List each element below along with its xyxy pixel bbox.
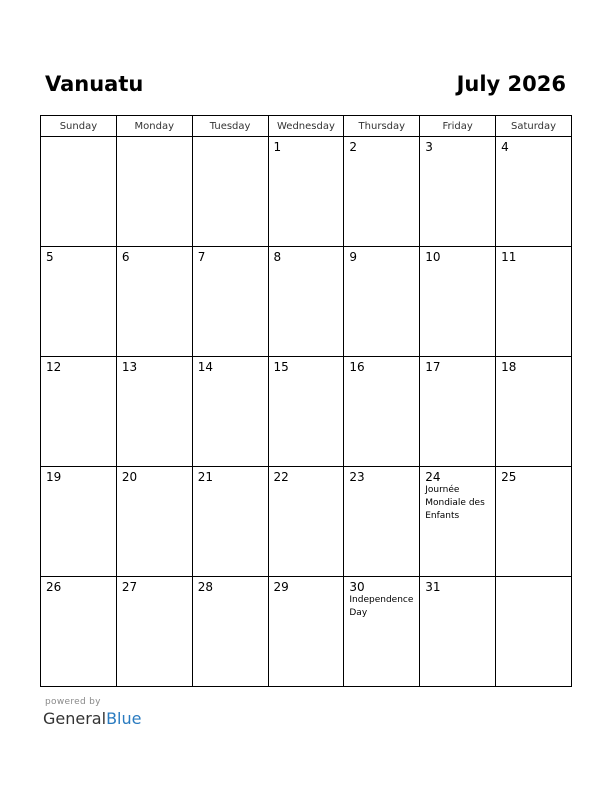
- day-number: 16: [349, 360, 365, 374]
- calendar-day-cell: [344, 467, 420, 577]
- calendar-day-cell: [420, 467, 496, 577]
- weekday-friday: Friday: [420, 116, 496, 137]
- calendar-day-cell: [496, 247, 572, 357]
- generalblue-logo: [43, 709, 141, 729]
- day-number: 25: [501, 470, 517, 484]
- weekday-tuesday: Tuesday: [192, 116, 268, 137]
- weekday-wednesday: Wednesday: [268, 116, 344, 137]
- calendar-day-cell: [116, 247, 192, 357]
- calendar-week-row: [41, 357, 572, 467]
- calendar-day-cell: [496, 357, 572, 467]
- day-number: 12: [46, 360, 62, 374]
- calendar-week-row: [41, 577, 572, 687]
- calendar-day-cell: [116, 357, 192, 467]
- holiday-event: Journée Mondiale des Enfants: [425, 485, 485, 521]
- day-number: 2: [349, 140, 358, 154]
- day-number: 11: [501, 250, 517, 264]
- weekday-sunday: Sunday: [41, 116, 117, 137]
- calendar-week-row: [41, 467, 572, 577]
- day-number: 28: [197, 580, 213, 594]
- day-number: 8: [273, 250, 282, 264]
- calendar-day-cell: [420, 577, 496, 687]
- calendar-day-cell: [192, 577, 268, 687]
- day-number: 20: [121, 470, 138, 484]
- calendar-week-row: [41, 137, 572, 247]
- calendar-week-row: [41, 247, 572, 357]
- day-number: 1: [273, 140, 282, 154]
- calendar-day-cell: [496, 577, 572, 687]
- brand-blue-text: Blue: [106, 709, 142, 728]
- calendar-day-cell: [268, 357, 344, 467]
- day-number: 26: [46, 580, 62, 594]
- weekday-header-row: [41, 116, 572, 137]
- brand-general-text: General: [43, 709, 107, 728]
- day-number: 3: [425, 140, 433, 154]
- month-year-title: July 2026: [456, 72, 566, 96]
- calendar-day-cell: [420, 247, 496, 357]
- calendar-day-cell: [116, 137, 192, 247]
- calendar-day-cell: [41, 137, 117, 247]
- day-number: 27: [121, 580, 138, 594]
- calendar-day-cell: [344, 247, 420, 357]
- calendar-grid: [40, 115, 572, 687]
- day-number: 24: [425, 470, 441, 484]
- day-number: 21: [197, 470, 213, 484]
- calendar-day-cell: [116, 577, 192, 687]
- day-number: 5: [46, 250, 54, 264]
- calendar-day-cell: [192, 467, 268, 577]
- day-number: 19: [46, 470, 62, 484]
- day-number: 22: [273, 470, 289, 484]
- calendar-day-cell: [344, 357, 420, 467]
- day-number: 6: [121, 250, 130, 264]
- calendar-day-cell: [420, 357, 496, 467]
- country-title: Vanuatu: [45, 72, 144, 96]
- day-number: 9: [349, 250, 358, 264]
- holiday-event: Independence Day: [349, 595, 414, 618]
- day-number: 18: [501, 360, 517, 374]
- calendar-day-cell: [41, 577, 117, 687]
- calendar-day-cell: [420, 137, 496, 247]
- calendar-day-cell: [192, 357, 268, 467]
- weekday-thursday: Thursday: [344, 116, 420, 137]
- weekday-monday: Monday: [116, 116, 192, 137]
- day-number: 15: [273, 360, 289, 374]
- calendar-day-cell: [192, 137, 268, 247]
- calendar-day-cell: [268, 467, 344, 577]
- calendar-day-cell: [41, 357, 117, 467]
- day-number: 31: [425, 580, 441, 594]
- calendar-day-cell: [496, 467, 572, 577]
- calendar-day-cell: [41, 467, 117, 577]
- day-number: 14: [197, 360, 213, 374]
- day-number: 29: [273, 580, 289, 594]
- weekday-saturday: Saturday: [496, 116, 572, 137]
- day-number: 10: [425, 250, 441, 264]
- powered-by-label: powered by: [45, 697, 101, 707]
- calendar-day-cell: [116, 467, 192, 577]
- day-number: 7: [197, 250, 206, 264]
- calendar-day-cell: [344, 577, 420, 687]
- calendar-day-cell: [192, 247, 268, 357]
- calendar-day-cell: [41, 247, 117, 357]
- day-number: 4: [501, 140, 509, 154]
- calendar-day-cell: [344, 137, 420, 247]
- day-number: 30: [349, 580, 365, 594]
- calendar-day-cell: [268, 247, 344, 357]
- day-number: 13: [121, 360, 138, 374]
- calendar-day-cell: [496, 137, 572, 247]
- calendar-day-cell: [268, 577, 344, 687]
- day-number: 17: [425, 360, 441, 374]
- calendar-day-cell: [268, 137, 344, 247]
- day-number: 23: [349, 470, 365, 484]
